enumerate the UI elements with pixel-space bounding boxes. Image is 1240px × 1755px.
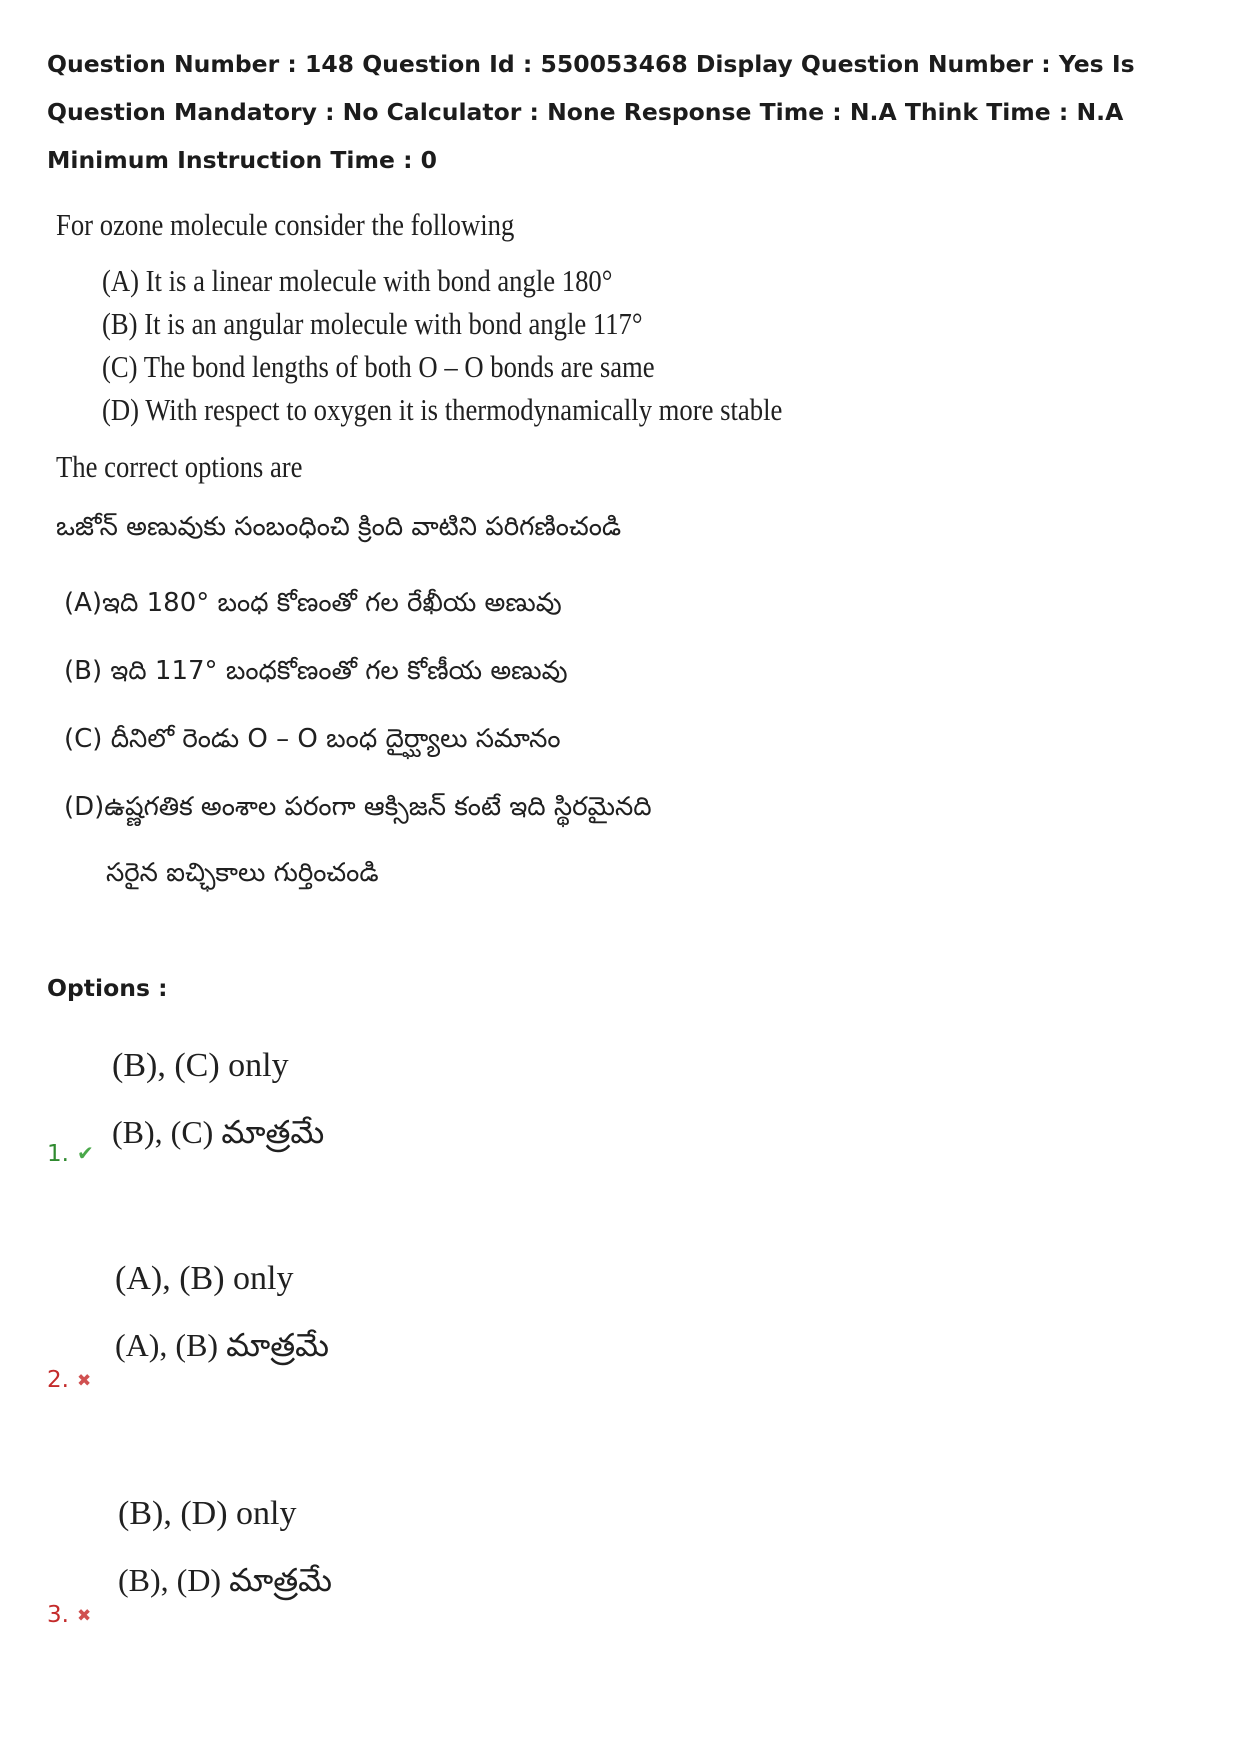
option-2-number — [47, 1365, 91, 1396]
statement-b-telugu: (B) ఇది 117° బంధకోణంతో గల కోణీయ అణువు — [64, 656, 568, 686]
option-1-english: (B), (C) only — [112, 1047, 289, 1084]
question-english-intro: For ozone molecule consider the following — [56, 207, 515, 242]
statement-b-english: (B) It is an angular molecule with bond angle 117° — [102, 306, 643, 341]
question-metadata: Question Number : 148 Question Id : 550053468 Display Question Number : Yes Is Question Mandatory : No Calculator : None Response Time : N.A Think Time : N.A Minimum Instruction Time : 0 — [47, 50, 1135, 174]
option-2-telugu: (A), (B) మాత్రమే — [115, 1327, 329, 1363]
correct-options-prompt-telugu: సరైన ఐచ్ఛికాలు గుర్తించండి — [106, 858, 379, 888]
cross-icon: ✖ — [76, 1371, 92, 1391]
option-3-number-label: 3. — [47, 1602, 69, 1628]
statement-d-english: (D) With respect to oxygen it is thermodynamically more stable — [102, 392, 783, 427]
option-2-number-label: 2. — [47, 1367, 69, 1393]
cross-icon: ✖ — [76, 1606, 92, 1626]
option-2-english: (A), (B) only — [115, 1260, 294, 1297]
statement-d-telugu: (D)ఉష్ణగతిక అంశాల పరంగా ఆక్సిజన్ కంటే ఇది స్థిరమైనది — [64, 792, 652, 822]
statement-a-telugu: (A)ఇది 180° బంధ కోణంతో గల రేఖీయ అణువు — [64, 588, 562, 618]
option-1[interactable] — [0, 1030, 1240, 1230]
check-icon: ✔ — [76, 1141, 94, 1165]
option-3-english: (B), (D) only — [118, 1495, 297, 1532]
question-body — [56, 205, 936, 905]
option-3[interactable] — [0, 1480, 1240, 1680]
correct-options-prompt-english: The correct options are — [56, 449, 303, 484]
statement-c-english: (C) The bond lengths of both O – O bonds are same — [102, 349, 655, 384]
option-1-telugu: (B), (C) మాత్రమే — [112, 1114, 325, 1150]
statement-a-english: (A) It is a linear molecule with bond angle 180° — [102, 263, 613, 298]
option-1-number — [47, 1138, 94, 1169]
option-1-number-label: 1. — [47, 1141, 69, 1167]
option-3-telugu: (B), (D) మాత్రమే — [118, 1562, 332, 1598]
options-heading: Options : — [47, 974, 168, 1002]
statement-c-telugu: (C) దీనిలో రెండు O – O బంధ దైర్ఘ్యాలు సమానం — [64, 724, 561, 754]
option-3-number — [47, 1600, 91, 1631]
option-2[interactable] — [0, 1245, 1240, 1445]
question-telugu-intro: ఒజోన్ అణువుకు సంబంధించి క్రింది వాటిని పరిగణించండి — [56, 512, 622, 542]
